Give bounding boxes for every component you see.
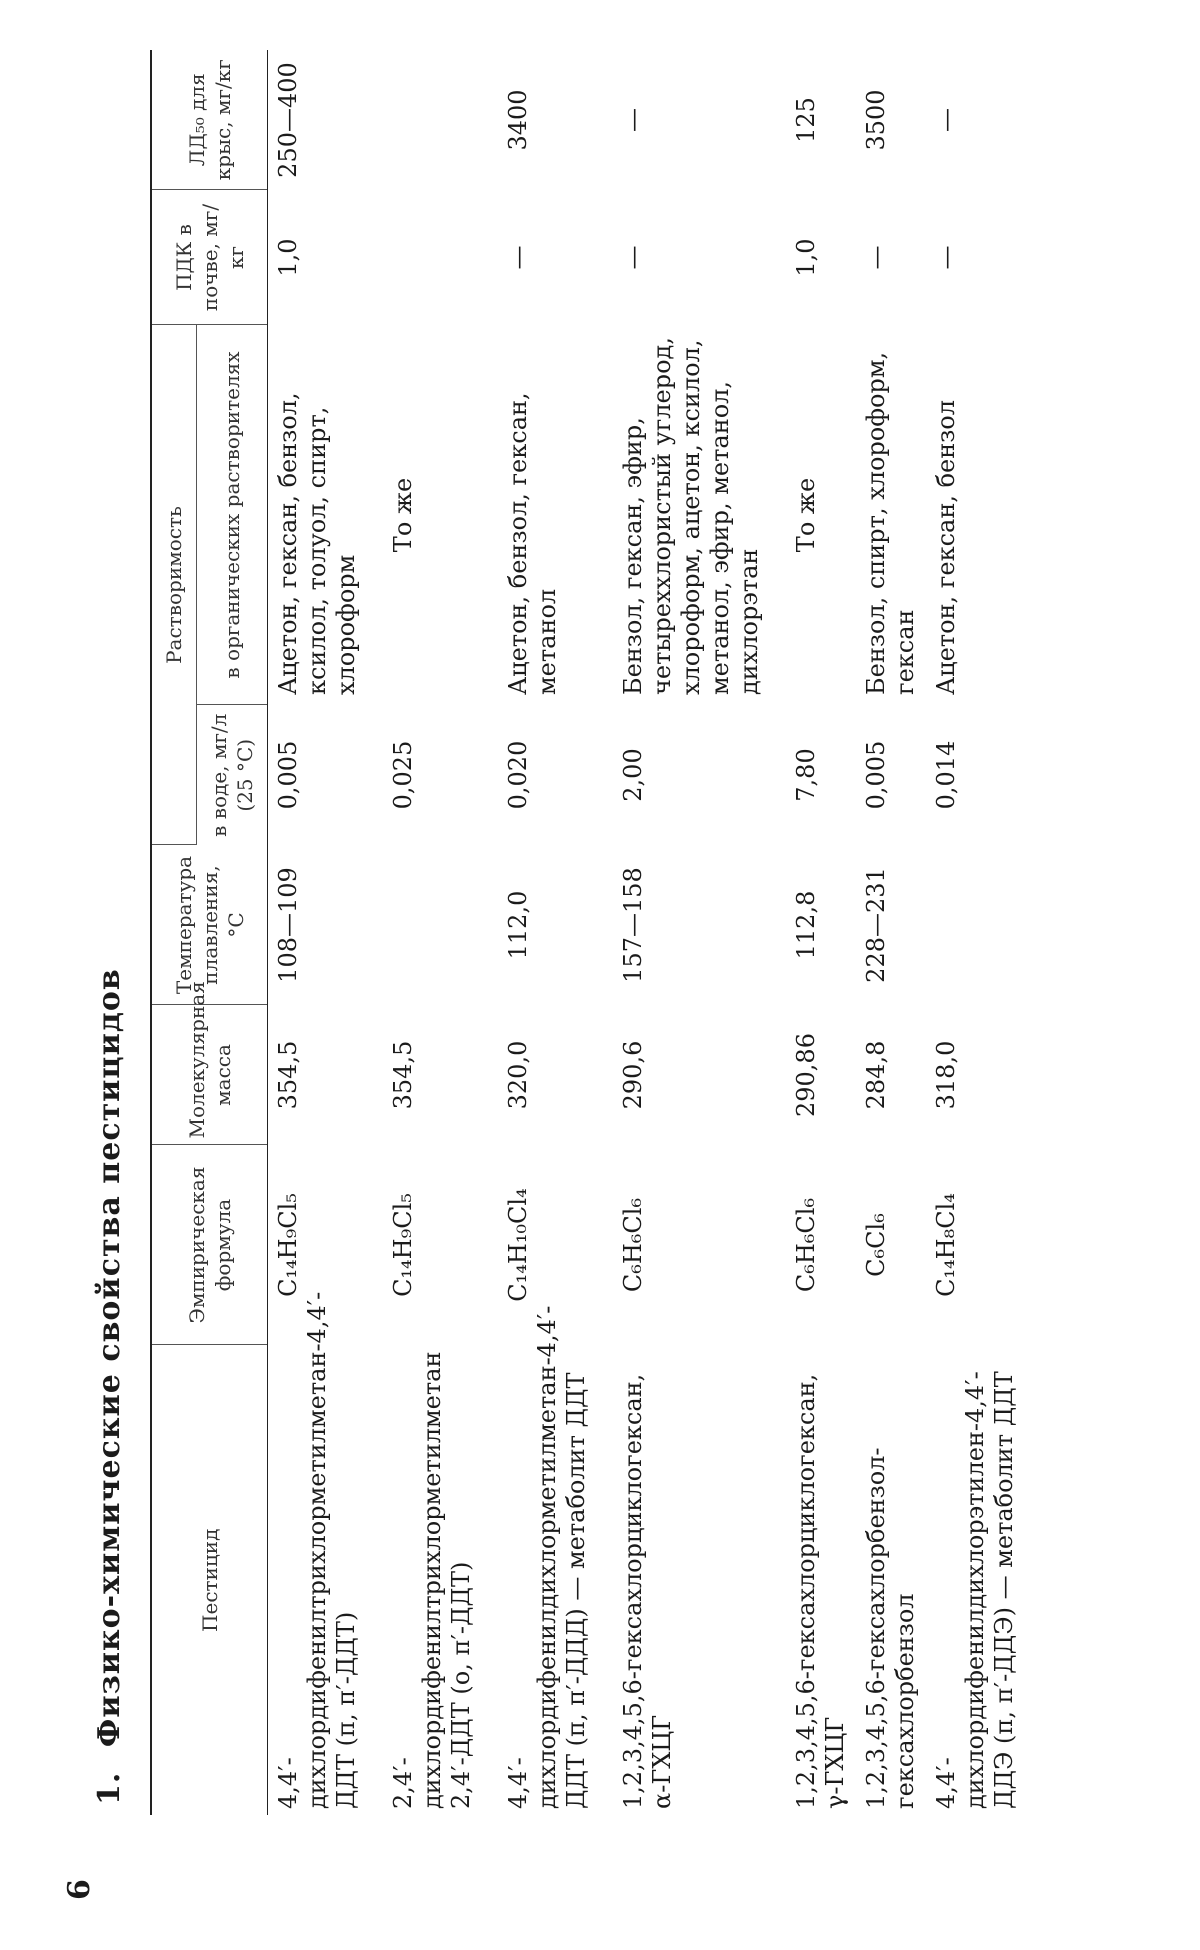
cell-pesticide: 4,4′-дихлордифенилтрихлорметилметан-4,4′-ДДТ (п, п′-ДДТ) (274, 1291, 360, 1809)
cell-ld50: 3400 (504, 89, 532, 151)
cell-ld50: 3500 (862, 89, 890, 151)
header-ld50: ЛД₅₀ для крыс, мг/кг (151, 50, 268, 190)
cell-formula: C₆H₆Cl₆ (792, 1197, 820, 1293)
cell-organic: То же (792, 477, 820, 553)
cell-pdk: 1,0 (792, 238, 820, 277)
table-row (367, 50, 482, 1815)
cell-organic: Ацетон, гексан, бензол, ксилол, толуол, спирт, хлороформ (274, 392, 360, 695)
cell-water: 2,00 (619, 748, 647, 802)
pesticide-properties-table (150, 50, 1025, 1815)
header-pesticide: Пестицид (151, 1345, 268, 1815)
cell-mass: 290,86 (792, 1033, 820, 1117)
cell-pdk: 1,0 (274, 238, 302, 277)
table-row (482, 50, 597, 1815)
cell-pdk: — (619, 245, 647, 270)
cell-mass: 320,0 (504, 1040, 532, 1110)
cell-water: 0,020 (504, 740, 532, 810)
cell-pesticide: 2,4′-дихлордифенилтрихлорметилметан 2,4′-ДДТ (о, п′-ДДТ) (389, 1351, 475, 1809)
cell-water: 0,025 (389, 740, 417, 810)
cell-organic: Ацетон, гексан, бензол (932, 399, 960, 695)
table-row (770, 50, 856, 1815)
cell-pdk: — (862, 245, 890, 270)
cell-mass: 318,0 (932, 1040, 960, 1110)
cell-pdk: — (932, 245, 960, 270)
cell-pesticide: 1,2,3,4,5,6-гексахлорбензол-гексахлорбензол (862, 1447, 919, 1809)
cell-melting: 112,8 (792, 890, 820, 960)
cell-formula: C₁₄H₉Cl₅ (389, 1193, 417, 1297)
cell-organic: Бензол, гексан, эфир, четыреххлористый углерод, хлороформ, ацетон, ксилол, метанол, эфир, метанол, дихлорэтан (619, 337, 763, 695)
table-row (926, 50, 1025, 1815)
caption-text: Физико-химические свойства пестицидов (92, 968, 127, 1748)
cell-ld50: — (619, 108, 647, 132)
header-pdk: ПДК в почве, мг/кг (151, 190, 268, 325)
cell-pesticide: 1,2,3,4,5,6-гексахлорциклогексан, α-ГХЦГ (619, 1373, 676, 1809)
cell-formula: C₆H₆Cl₆ (619, 1197, 647, 1293)
cell-organic: Ацетон, бензол, гексан, метанол (504, 392, 561, 695)
cell-water: 0,005 (274, 740, 302, 810)
cell-formula: C₁₄H₁₀Cl₄ (504, 1188, 532, 1302)
cell-formula: C₆Cl₆ (862, 1213, 890, 1277)
table-row (268, 50, 368, 1815)
cell-mass: 354,5 (389, 1040, 417, 1110)
cell-mass: 284,8 (862, 1040, 890, 1110)
cell-ld50: — (932, 108, 960, 132)
cell-melting: 112,0 (504, 890, 532, 960)
header-organic: в органических растворителях (197, 325, 268, 705)
cell-water: 0,005 (862, 740, 890, 810)
cell-mass: 290,6 (619, 1040, 647, 1110)
cell-melting (926, 845, 1025, 1005)
cell-pesticide: 4,4′-дихлордифенилдихлорметилметан-4,4′-ДДТ (п, п′-ДДД) — метаболит ДДТ (504, 1305, 590, 1809)
cell-pdk (367, 190, 482, 325)
page-number: 6 (62, 1879, 97, 1900)
cell-ld50 (367, 50, 482, 190)
header-formula: Эмпирическая формула (151, 1145, 268, 1345)
cell-formula: C₁₄H₈Cl₄ (932, 1193, 960, 1297)
cell-pesticide: 1,2,3,4,5,6-гексахлорциклогексан, γ-ГХЦГ (792, 1373, 849, 1809)
cell-melting (367, 845, 482, 1005)
caption-number: 1. (92, 1771, 127, 1805)
cell-formula: C₁₄H₉Cl₅ (274, 1193, 302, 1297)
cell-ld50: 250—400 (274, 62, 302, 178)
table-row (597, 50, 770, 1815)
cell-organic: То же (389, 477, 417, 553)
header-water: в воде, мг/л (25 °С) (197, 705, 268, 845)
cell-ld50: 125 (792, 97, 820, 143)
cell-organic: Бензол, спирт, хлороформ, гексан (862, 351, 919, 695)
header-melting: Температура плавления, °С (151, 845, 268, 1005)
cell-pesticide: 4,4′-дихлордифенилдихлорэтилен-4,4′-ДДЭ (п, п′-ДДЭ) — метаболит ДДТ (932, 1371, 1018, 1809)
table-caption (92, 968, 127, 1805)
cell-mass: 354,5 (274, 1040, 302, 1110)
table-row (856, 50, 926, 1815)
cell-melting: 228—231 (862, 867, 890, 983)
header-mass: Молекулярная масса (151, 1005, 268, 1145)
cell-water: 7,80 (792, 748, 820, 802)
header-solubility: Растворимость (151, 325, 197, 845)
cell-water: 0,014 (932, 740, 960, 810)
cell-melting: 157—158 (619, 867, 647, 983)
cell-pdk: — (504, 245, 532, 270)
cell-melting: 108—109 (274, 867, 302, 983)
